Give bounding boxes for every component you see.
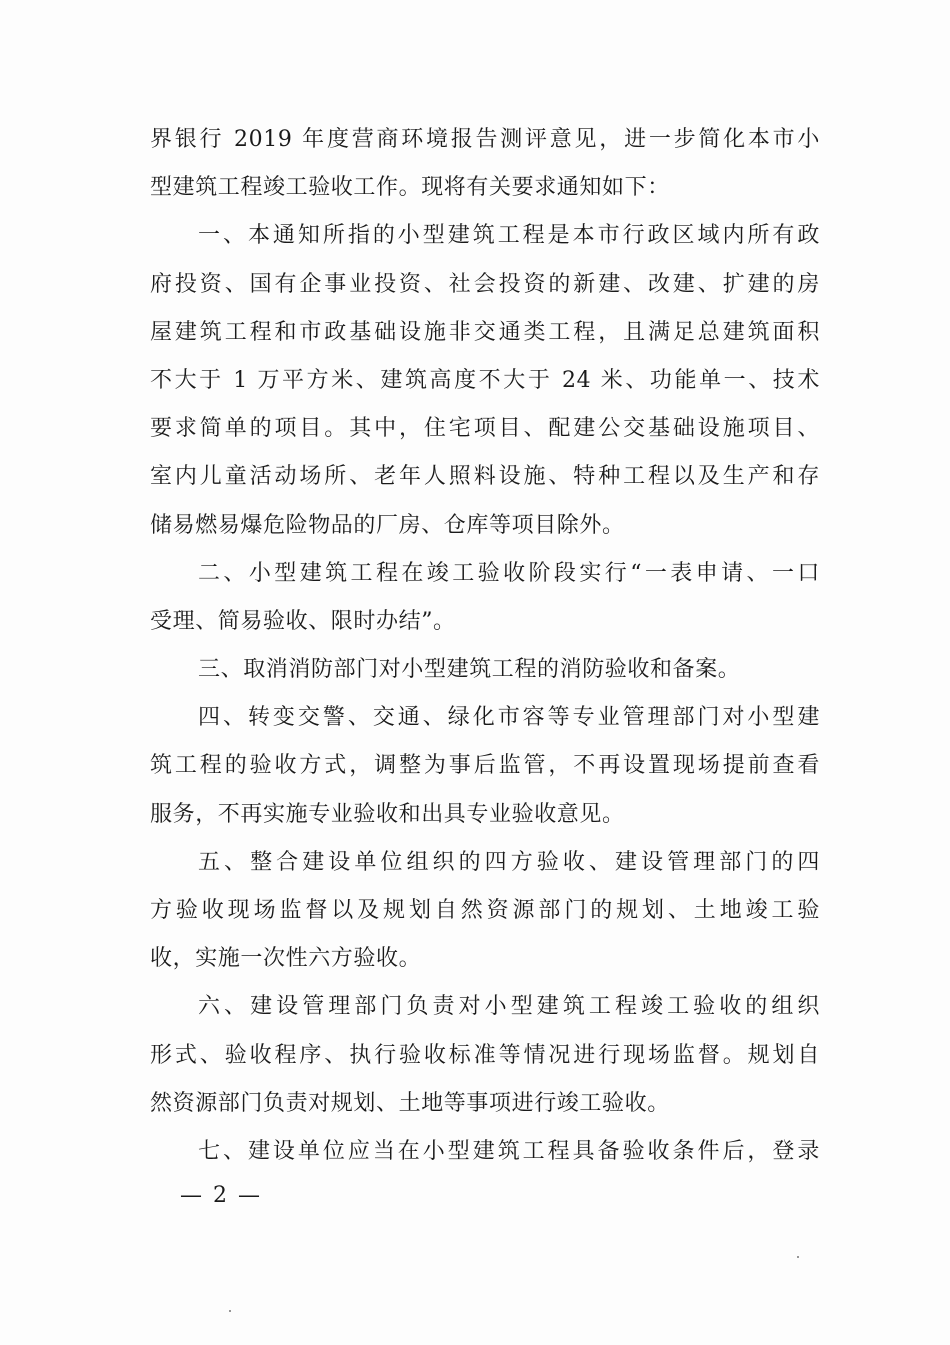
text-line-5: 屋建筑工程和市政基础设施非交通类工程，且满足总建筑面积 <box>150 319 820 345</box>
text-line-22: 七、建设单位应当在小型建筑工程具备验收条件后，登录 <box>198 1138 820 1164</box>
text-line-16: 五、整合建设单位组织的四方验收、建设管理部门的四 <box>198 849 820 875</box>
document-body <box>150 116 820 1176</box>
text-line-2: 型建筑工程竣工验收工作。现将有关要求通知如下： <box>150 175 670 201</box>
text-line-3: 一、本通知所指的小型建筑工程是本市行政区域内所有政 <box>198 223 820 249</box>
text-line-13: 四、转变交警、交通、绿化市容等专业管理部门对小型建 <box>198 705 820 731</box>
scan-speck <box>229 1310 231 1312</box>
text-line-11: 受理、简易验收、限时办结”。 <box>150 608 456 634</box>
text-line-17: 方验收现场监督以及规划自然资源部门的规划、土地竣工验 <box>150 898 820 923</box>
text-line-7: 要求简单的项目。其中，住宅项目、配建公交基础设施项目、 <box>150 416 820 442</box>
text-line-15: 服务，不再实施专业验收和出具专业验收意见。 <box>150 801 625 827</box>
page-number: — 2 — <box>180 1183 262 1208</box>
text-line-14: 筑工程的验收方式，调整为事后监管，不再设置现场提前查看 <box>150 753 820 779</box>
text-line-8: 室内儿童活动场所、老年人照料设施、特种工程以及生产和存 <box>150 464 820 490</box>
text-line-1: 界银行 2019 年度营商环境报告测评意见，进一步简化本市小 <box>150 127 820 152</box>
text-line-21: 然资源部门负责对规划、土地等事项进行竣工验收。 <box>150 1090 670 1116</box>
text-line-9: 储易燃易爆危险物品的厂房、仓库等项目除外。 <box>150 512 625 538</box>
scan-speck <box>797 1256 799 1258</box>
text-line-4: 府投资、国有企事业投资、社会投资的新建、改建、扩建的房 <box>150 271 820 297</box>
text-line-18: 收，实施一次性六方验收。 <box>150 946 422 972</box>
text-line-12: 三、取消消防部门对小型建筑工程的消防验收和备案。 <box>198 657 741 683</box>
text-line-6: 不大于 1 万平方米、建筑高度不大于 24 米、功能单一、技术 <box>150 367 820 393</box>
text-line-10: 二、小型建筑工程在竣工验收阶段实行“一表申请、一口 <box>198 560 820 586</box>
text-line-20: 形式、验收程序、执行验收标准等情况进行现场监督。规划自 <box>150 1042 820 1068</box>
text-line-19: 六、建设管理部门负责对小型建筑工程竣工验收的组织 <box>198 994 820 1020</box>
